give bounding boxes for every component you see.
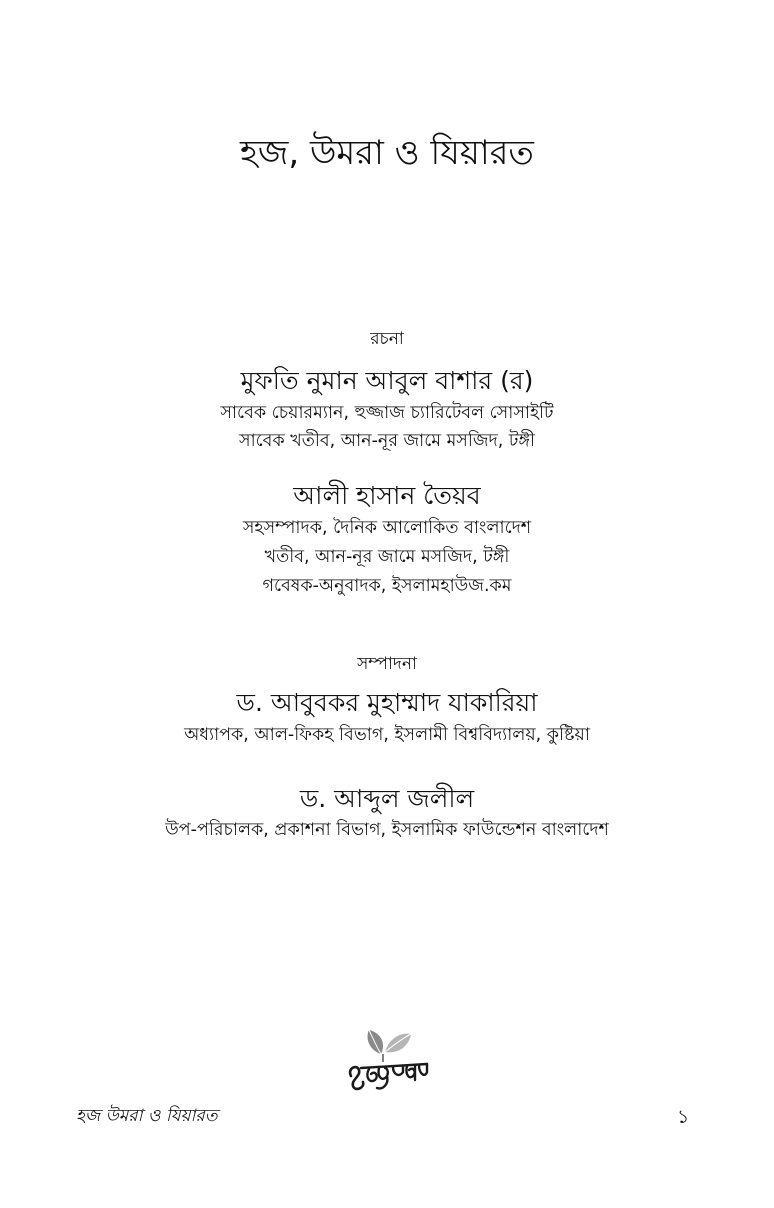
running-title: হজ উমরা ও যিয়ারত: [76, 1106, 218, 1126]
book-title: হজ, উমরা ও যিয়ারত: [240, 133, 534, 173]
author-role: খতীব, আন-নূর জামে মসজিদ, টঙ্গী: [264, 547, 510, 567]
authorship-label: রচনা: [370, 329, 404, 349]
editor-name: ড. আব্দুল জলীল: [299, 784, 475, 813]
editor-role: উপ-পরিচালক, প্রকাশনা বিভাগ, ইসলামিক ফাউন্ডেশন বাংলাদেশ: [165, 820, 609, 840]
editing-label: সম্পাদনা: [357, 654, 417, 674]
leaf-icon: [343, 1024, 435, 1094]
page-number: ১: [677, 1106, 690, 1128]
author-role: সাবেক খতীব, আন-নূর জামে মসজিদ, টঙ্গী: [239, 431, 535, 451]
editor-role: অধ্যাপক, আল-ফিকহ বিভাগ, ইসলামী বিশ্ববিদ্যালয়, কুষ্টিয়া: [184, 725, 590, 745]
publisher-logo: [343, 1024, 435, 1094]
author-role: সাবেক চেয়ারম্যান, হুজ্জাজ চ্যারিটেবল সোসাইটি: [220, 403, 554, 423]
author-role: সহসম্পাদক, দৈনিক আলোকিত বাংলাদেশ: [242, 518, 532, 538]
author-role: গবেষক-অনুবাদক, ইসলামহাউজ.কম: [262, 576, 512, 596]
editor-name: ড. আবুবকর মুহাম্মাদ যাকারিয়া: [236, 688, 538, 717]
author-name: আলী হাসান তৈয়ব: [293, 481, 481, 510]
author-name: মুফতি নুমান আবুল বাশার (র): [240, 366, 534, 395]
